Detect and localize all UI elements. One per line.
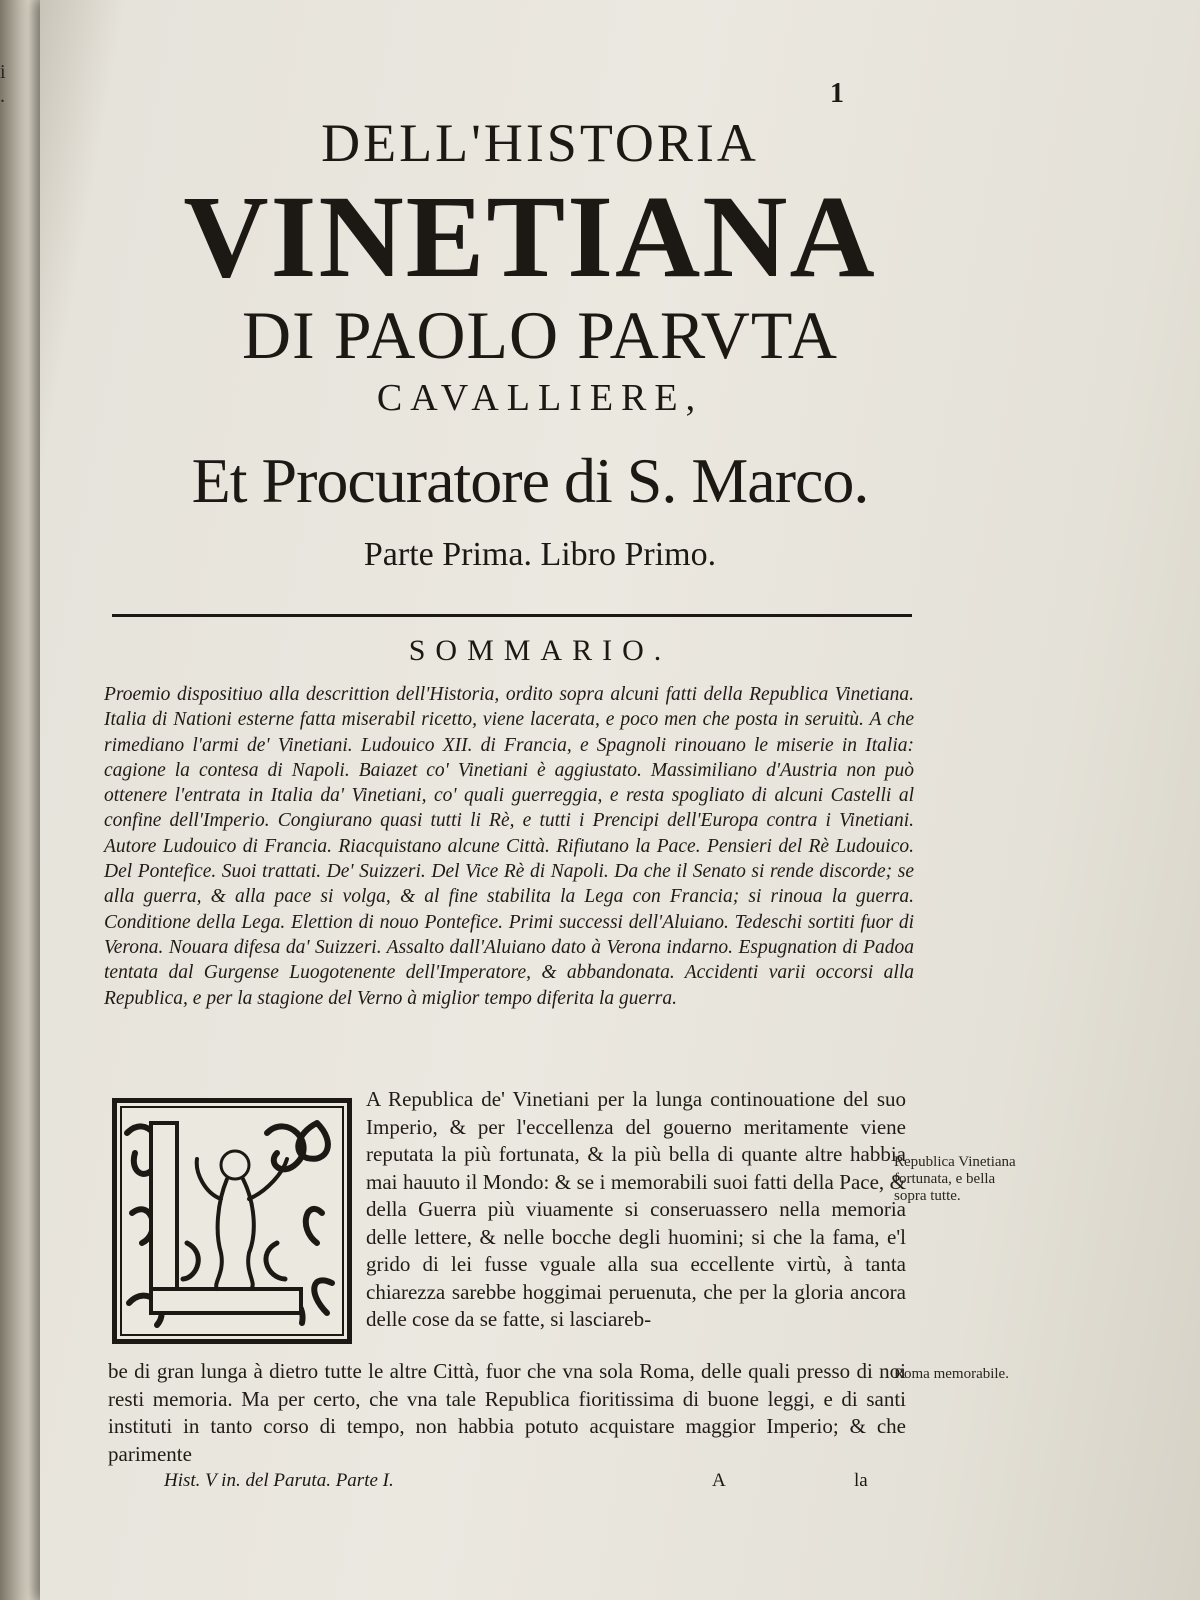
summary-heading: SOMMARIO. — [408, 634, 672, 667]
title-line-3: DI PAOLO PARVTA — [241, 297, 839, 373]
title-line-2: VINETIANA — [183, 171, 877, 302]
divider-rule — [112, 614, 912, 617]
summary-text: Proemio dispositiuo alla descrittion dell'Historia, ordito sopra alcuni fatti della Republica Vinetiana. Italia di Nationi esterne fatta miserabil ricetto, viene lacerata, e poco men che posta in seruitù. A che rimediano l'armi de' Vinetiani. Ludouico XII. di Francia, e Spagnoli rinouano le miserie in Italia: cagione la contesa di Napoli. Baiazet co' Vinetiani è aggiustato. Massimiliano d'Austria non può ottenere l'entrata in Italia da' Vinetiani, co' quali guerreggia, e resta spogliato di alcuni Castelli al confine dell'Imperio. Congiurano quasi tutti li Rè, e tutti i Prencipi dell'Europa contra i Vinetiani. Autore Ludouico di Francia. Riacquistano alcune Città. Rifiutano la Pace. Pensieri del Rè Ludouico. Del Pontefice. Suoi trattati. De' Suizzeri. Del Vice Rè di Napoli. Da che il Senato si rende discorde; se alla guerra, & alla pace si volga, & al fine stabilita la Lega con Francia; si rinoua la guerra. Conditione della Lega. Elettion di nouo Pontefice. Primi successi dell'Aluiano. Tedeschi sortiti fuor di Verona. Nouara difesa da' Suizzeri. Assalto dall'Aluiano dato à Verona indarno. Espugnation di Padoa tentata dal Gurgense Luogotenente dell'Imperatore, & abbandonata. Accidenti varii occorsi alla Republica, e per la stagione del Verno à miglior tempo diferita la guerra. — [104, 684, 914, 1009]
part-line: Parte Prima. Libro Primo. — [363, 536, 717, 573]
catchword: la — [854, 1470, 868, 1491]
title-line-5: Et Procuratore di S. Marco. — [191, 445, 869, 516]
body-text-full: be di gran lunga à dietro tutte le altre Città, fuor che vna sola Roma, delle quali presso di noi resti memoria. Ma per certo, che vna tale Republica fioritissima di buone leggi, e di santi instituti in tanto corso di tempo, non habbia potuto acquistare maggior Imperio; & che parimente — [108, 1359, 906, 1466]
title-line-1: DELL'HISTORIA — [321, 113, 759, 173]
signature-mark: A — [712, 1470, 726, 1491]
margin-note-republica: Republica Vinetiana fortunata, e bella sopra tutte. — [894, 1154, 1016, 1204]
woodcut-initial-L-icon — [112, 1098, 352, 1344]
body-text-wrapped: A Republica de' Vinetiani per la lunga continouatione del suo Imperio, & per l'eccellenza del gouerno meritamente viene reputata la più fortunata, & la più bella di quante altre habbia mai hauuto il Mondo: & se i memorabili suoi fatti della Pace, & della Guerra più viuamente si conseruassero nella memoria delle lettere, & nelle bocche degli huomini; si che la fama, e'l grido di lei fusse vguale alla sua eccellente virtù, à tanta chiarezza sarebbe hoggimai peruenuta, che per la gloria ancora delle cose da se fatte, si lasciareb- — [366, 1087, 906, 1331]
title-line-4: CAVALLIERE, — [376, 377, 704, 419]
page-footer — [164, 1470, 924, 1492]
margin-note-roma: Roma memorabile. — [894, 1366, 1009, 1382]
page-number: 1 — [830, 78, 844, 109]
book-page — [40, 0, 1200, 1600]
running-footer: Hist. V in. del Paruta. Parte I. — [164, 1470, 394, 1491]
previous-page-text: i . — [0, 61, 6, 107]
